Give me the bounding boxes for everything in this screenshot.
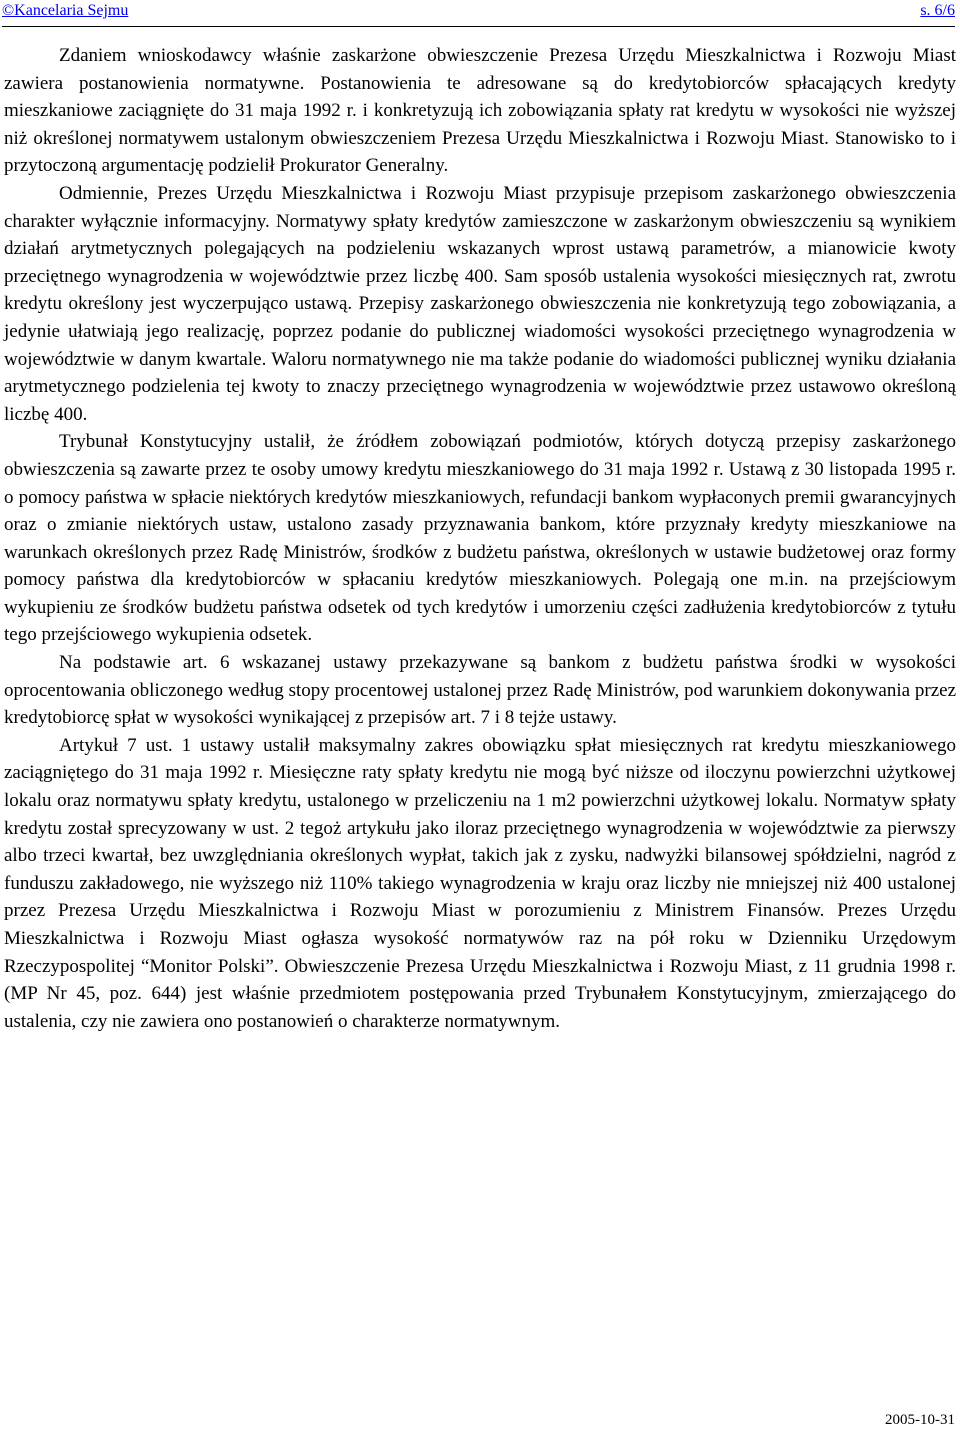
paragraph-2: Odmiennie, Prezes Urzędu Mieszkalnictwa i Rozwoju Miast przypisuje przepisom zaskarżonego obwieszczenia charakter wyłącznie informacyjny. Normatywy spłaty kredytów zamieszczone w zaskarżonym obwieszczeniu są wynikiem działań arytmetycznych polegających na podzieleniu wskazanych wprost ustawą parametrów, a mianowicie kwoty przeciętnego wynagrodzenia w województwie przez liczbę 400. Sam sposób ustalenia wysokości miesięcznych rat, zwrotu kredytu określony jest wyczerpująco ustawą. Przepisy zaskarżonego obwieszczenia nie konkretyzują tego zobowiązania, a jedynie ułatwiają jego realizację, poprzez podanie do publicznej wiadomości wysokości przeciętnego wynagrodzenia w województwie w danym kwartale. Waloru normatywnego nie ma także podanie do wiadomości publicznej wyniku działania arytmetycznego podzielenia tej kwoty to znaczy przeciętnego wynagrodzenia w województwie przez ustawowo określoną liczbę 400. <box>4 182 956 425</box>
paragraph-5: Artykuł 7 ust. 1 ustawy ustalił maksymalny zakres obowiązku spłat miesięcznych rat kredytu mieszkaniowego zaciągniętego do 31 maja 1992 r. Miesięczne raty spłaty kredytu nie mogą być niższe od iloczynu powierzchni użytkowej lokalu oraz normatywu spłaty kredytu, ustalonego w przeliczeniu na 1 m2 powierzchni użytkowej lokalu. Normatyw spłaty kredytu został sprecyzowany w ust. 2 tegoż artykułu jako iloraz przeciętnego wynagrodzenia w województwie za pierwszy albo trzeci kwartał, bez uwzględniania określonych wypłat, takich jak z zysku, nadwyżki bilansowej spółdzielni, nagród z funduszu zakładowego, nie wyższego niż 110% takiego wynagrodzenia w kraju oraz liczby nie mniejszej niż 400 ustalonej przez Prezesa Urzędu Mieszkalnictwa i Rozwoju Miast w porozumieniu z Ministrem Finansów. Prezes Urzędu Mieszkalnictwa i Rozwoju Miast ogłasza wysokość normatywów raz na pół roku w Dzienniku Urzędowym Rzeczypospolitej “Monitor Polski”. Obwieszczenie Prezesa Urzędu Mieszkalnictwa i Rozwoju Miast, z 11 grudnia 1998 r. (MP Nr 45, poz. 644) jest właśnie przedmiotem postępowania przed Trybunałem Konstytucyjnym, zmierzającego do ustalenia, czy nie zawiera ono postanowień o charakterze normatywnym. <box>4 734 956 1032</box>
page-header <box>2 0 955 27</box>
footer-date: 2005-10-31 <box>885 1412 955 1428</box>
document-body <box>4 42 956 1035</box>
paragraph-1: Zdaniem wnioskodawcy właśnie zaskarżone obwieszczenie Prezesa Urzędu Mieszkalnictwa i Rozwoju Miast zawiera postanowienia normatywne. Postanowienia te adresowane są do kredytobiorców spłacających kredyty mieszkaniowe zaciągnięte do 31 maja 1992 r. i konkretyzują ich zobowiązania spłaty rat kredytu w wysokości nie wyższej niż określonej normatywem ustalonym obwieszczeniem Prezesa Urzędu Mieszkalnictwa i Rozwoju Miast. Stanowisko to i przytoczoną argumentację podzielił Prokurator Generalny. <box>4 45 956 177</box>
paragraph-4: Na podstawie art. 6 wskazanej ustawy przekazywane są bankom z budżetu państwa środki w wysokości oprocentowania obliczonego według stopy procentowej ustalonej przez Radę Ministrów, pod warunkiem dokonywania przez kredytobiorcę spłat w wysokości wynikającej z przepisów art. 7 i 8 tejże ustawy. <box>4 652 956 729</box>
paragraph-3: Trybunał Konstytucyjny ustalił, że źródłem zobowiązań podmiotów, których dotyczą przepisy zaskarżonego obwieszczenia są zawarte przez te osoby umowy kredytu mieszkaniowego do 31 maja 1992 r. Ustawą z 30 listopada 1995 r. o pomocy państwa w spłacie niektórych kredytów mieszkaniowych, refundacji bankom wypłaconych premii gwarancyjnych oraz o zmianie niektórych ustaw, ustalono zasady przyznawania bankom, które przyznały kredyty mieszkaniowe na warunkach określonych przez Radę Ministrów, środków z budżetu państwa, określonych w ustawie budżetowej oraz formy pomocy państwa dla kredytobiorców w spłacaniu kredytów mieszkaniowych. Polegają one m.in. na przejściowym wykupieniu ze środków budżetu państwa odsetek od tych kredytów i umorzeniu części zadłużenia kredytobiorców z tytułu tego przejściowego wykupienia odsetek. <box>4 431 956 646</box>
page-number-link[interactable]: s. 6/6 <box>920 2 955 19</box>
copyright-link[interactable]: ©Kancelaria Sejmu <box>2 2 129 19</box>
